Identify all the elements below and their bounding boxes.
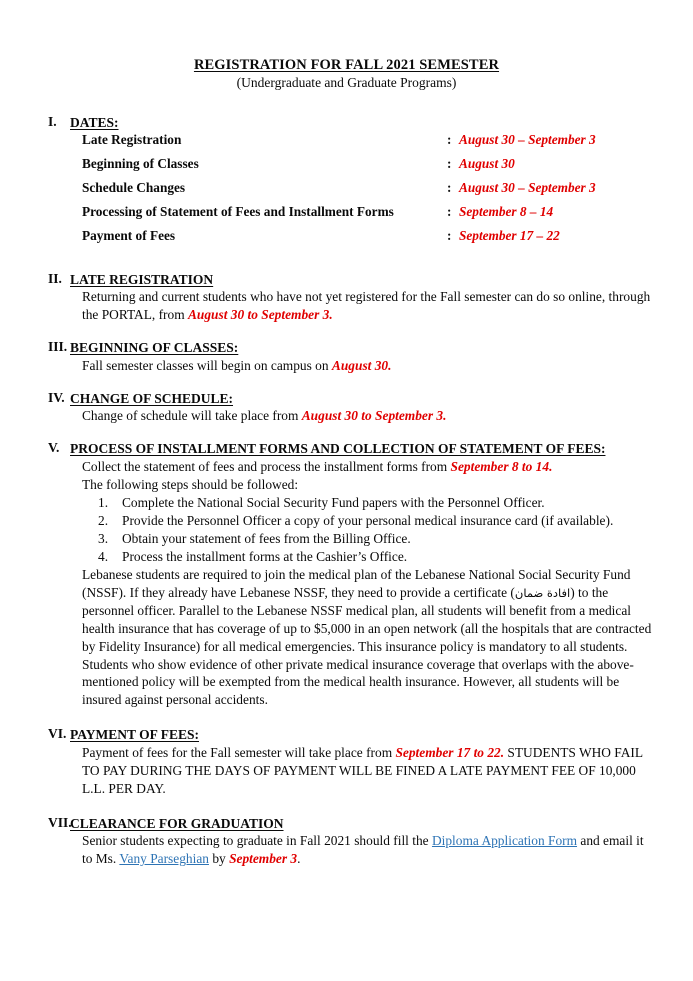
highlight-date: August 30.: [331, 357, 392, 373]
section-beginning-of-classes: [36, 339, 657, 375]
section-payment-of-fees-title: PAYMENT OF FEES:: [70, 727, 200, 743]
table-row: [82, 157, 648, 181]
section-late-registration: [36, 271, 657, 324]
nssf-text-part2: ) to the personnel officer. Parallel to the Lebanese NSSF medical plan, all students will benefit from a medical health insurance that has coverage of up to $5,000 in an open network (all the hospitals that are contracted by Fidelity Insurance) for all medical emergencies. This insurance policy is mandatory to all students. Students who show evidence of other private medical insurance coverage that overlaps with the above-mentioned policy will be exempted from the medical health insurance. However, all students will be insured against personal accidents.: [82, 584, 652, 708]
body-text: Payment of fees for the Fall semester will take place from: [82, 744, 396, 760]
body-text: Change of schedule will take place from: [82, 408, 302, 424]
date-label: Schedule Changes: [82, 179, 186, 195]
section-payment-of-fees-body: [82, 744, 657, 798]
section-process-installment-title: PROCESS OF INSTALLMENT FORMS AND COLLECTION OF STATEMENT OF FEES:: [70, 441, 606, 456]
nssf-text-part1: Lebanese students are required to join the medical plan of the Lebanese National Social Security Fund (NSSF). If they already have Lebanese NSSF, they need to provide a certificate (: [82, 566, 631, 600]
section-payment-of-fees-header: [36, 726, 657, 744]
section-process-installment-header: [36, 440, 657, 458]
highlight-date: September 3: [229, 851, 298, 867]
diploma-application-form-link[interactable]: Diploma Application Form: [431, 833, 578, 849]
highlight-date: August 30 to September 3.: [301, 408, 447, 424]
section-change-of-schedule-body: [82, 407, 657, 425]
section-beginning-of-classes-title: BEGINNING OF CLASSES:: [70, 340, 239, 355]
highlight-date: September 8 to 14.: [450, 458, 553, 474]
body-text-mid: and email it to Ms.: [82, 833, 644, 867]
table-row: [82, 205, 648, 229]
section-dates: [36, 114, 657, 253]
body-text: Fall semester classes will begin on campus on: [82, 357, 332, 373]
section-dates-header: [36, 114, 657, 132]
date-separator: :: [447, 203, 452, 219]
dates-table: [82, 133, 648, 253]
section-change-of-schedule: [36, 390, 657, 426]
section-payment-of-fees: [36, 726, 657, 797]
steps-intro: The following steps should be followed:: [82, 476, 299, 492]
section-clearance-title: CLEARANCE FOR GRADUATION: [70, 815, 284, 831]
document-header: [36, 56, 657, 92]
page-subtitle: (Undergraduate and Graduate Programs): [236, 75, 457, 91]
date-value: August 30: [459, 155, 515, 171]
nssf-arabic-term: افادة ضمان: [514, 585, 571, 600]
date-separator: :: [447, 179, 452, 195]
section-dates-title: DATES:: [70, 115, 119, 130]
date-value: August 30 – September 3: [459, 179, 596, 195]
vany-parseghian-email-link[interactable]: Vany Parseghian: [119, 851, 209, 867]
section-late-registration-header: [36, 271, 657, 289]
date-separator: :: [447, 155, 452, 171]
section-late-registration-body: [82, 288, 657, 324]
nssf-paragraph: [82, 566, 657, 710]
date-label: Beginning of Classes: [82, 155, 199, 171]
date-value: September 17 – 22: [459, 227, 560, 243]
section-beginning-of-classes-numeral: III.: [48, 339, 68, 354]
section-process-installment-body: [82, 458, 657, 710]
table-row: [82, 229, 648, 253]
steps-list: [82, 494, 657, 565]
date-value: August 30 – September 3: [459, 131, 596, 147]
date-separator: :: [447, 227, 452, 243]
section-clearance-header: [36, 815, 657, 833]
section-beginning-of-classes-body: [82, 357, 657, 375]
body-text-tail: STUDENTS WHO FAIL TO PAY DURING THE DAYS OF PAYMENT WILL BE FINED A LATE PAYMENT FEE OF 10,000 L.L. PER DAY.: [82, 744, 643, 796]
section-change-of-schedule-numeral: IV.: [48, 389, 65, 405]
body-text-tail: .: [297, 851, 301, 867]
section-late-registration-title: LATE REGISTRATION: [70, 271, 214, 287]
date-separator: :: [447, 131, 452, 147]
body-text-mid2: by: [208, 851, 230, 867]
date-value: September 8 – 14: [459, 203, 554, 219]
table-row: [82, 181, 648, 205]
body-text: Senior students expecting to graduate in Fall 2021 should fill the: [82, 833, 432, 849]
date-label: Payment of Fees: [82, 227, 176, 243]
section-clearance-body: [82, 832, 657, 868]
page-title: REGISTRATION FOR FALL 2021 SEMESTER: [193, 57, 500, 73]
list-item: Process the installment forms at the Cashier’s Office.: [122, 548, 408, 564]
list-item: Obtain your statement of fees from the Billing Office.: [122, 531, 411, 547]
date-label: Processing of Statement of Fees and Installment Forms: [82, 203, 394, 219]
section-change-of-schedule-title: CHANGE OF SCHEDULE:: [70, 390, 234, 406]
section-late-registration-numeral: II.: [48, 270, 62, 286]
highlight-date: August 30 to September 3.: [187, 307, 333, 323]
body-text: Collect the statement of fees and process the installment forms from: [82, 458, 451, 474]
section-dates-numeral: I.: [48, 114, 57, 129]
section-payment-of-fees-numeral: VI.: [48, 726, 67, 742]
table-row: [82, 133, 648, 157]
section-process-installment-numeral: V.: [48, 440, 60, 455]
section-clearance: [36, 815, 657, 868]
date-label: Late Registration: [82, 131, 182, 147]
list-item: Provide the Personnel Officer a copy of your personal medical insurance card (if available).: [122, 513, 614, 529]
section-change-of-schedule-header: [36, 390, 657, 408]
section-clearance-numeral: VII.: [48, 814, 72, 830]
list-item: Complete the National Social Security Fund papers with the Personnel Officer.: [122, 495, 545, 511]
body-text: Returning and current students who have not yet registered for the Fall semester can do so online, through the PORTAL, from: [82, 289, 651, 323]
highlight-date: September 17 to 22.: [395, 744, 505, 760]
section-beginning-of-classes-header: [36, 339, 657, 357]
section-process-installment: [36, 440, 657, 709]
